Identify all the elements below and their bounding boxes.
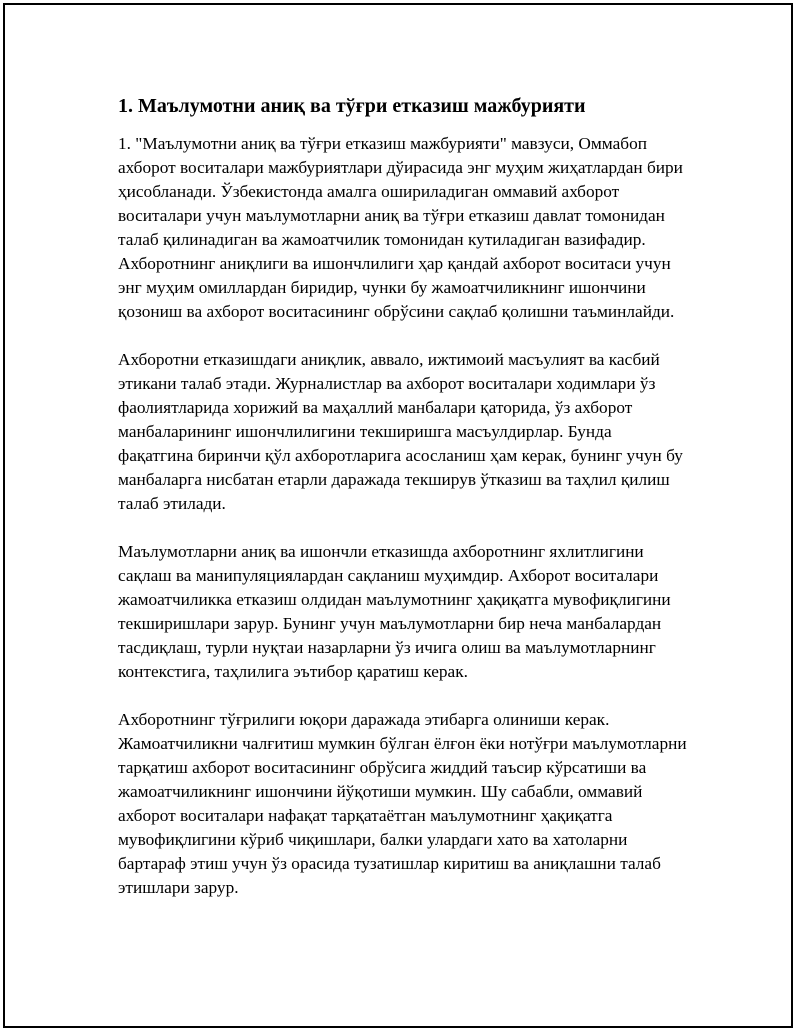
- paragraph-3: Маълумотларни аниқ ва ишончли етказишда ахборотнинг яхлитлигини сақлаш ва манипуляциялардан сақланиш муҳимдир. Ахборот воситалари жамоатчиликка етказиш олдидан маълумотнинг ҳақиқатга мувофиқлигини текширишлари зарур. Бунинг учун маълумотларни бир неча манбалардан тасдиқлаш, турли нуқтаи назарларни ўз ичига олиш ва маълумотларнинг контекстига, таҳлилига эътибор қаратиш керак.: [118, 542, 671, 681]
- paragraph-2: Ахборотни етказишдаги аниқлик, аввало, ижтимоий масъулият ва касбий этикани талаб этади. Журналистлар ва ахборот воситалари ходимлари ўз фаолиятларида хорижий ва маҳаллий манбалари қаторида, ўз ахборот манбаларининг ишончлилигини текширишга масъулдирлар. Бунда фақатгина биринчи қўл ахборотларига асосланиш ҳам керак, бунинг учун бу манбаларга нисбатан етарли даражада текширув ўтказиш ва таҳлил қилиш талаб этилади.: [118, 350, 683, 513]
- document-title: 1. Маълумотни аниқ ва тўғри етказиш мажбурияти: [118, 95, 586, 117]
- paragraph-4: Ахборотнинг тўғрилиги юқори даражада этибарга олиниши керак. Жамоатчиликни чалғитиш мумкин бўлган ёлғон ёки нотўғри маълумотларни тарқатиш ахборот воситасининг обрўсига жиддий таъсир кўрсатиши ва жамоатчиликнинг ишончини йўқотиши мумкин. Шу сабабли, оммавий ахборот воситалари нафақат тарқатаётган маълумотнинг ҳақиқатга мувофиқлигини кўриб чиқишлари, балки улардаги хато ва хатоларни бартараф этиш учун ўз орасида тузатишлар киритиш ва аниқлашни талаб этишлари зарур.: [118, 710, 687, 897]
- paragraph-1: 1. "Маълумотни аниқ ва тўғри етказиш мажбурияти" мавзуси, Оммабоп ахборот воситалари мажбуриятлари дўирасида энг муҳим жиҳатлардан бири ҳисобланади. Ўзбекистонда амалга ошириладиган оммавий ахборот воситалари учун маълумотларни аниқ ва тўғри етказиш давлат томонидан талаб қилинадиган ва жамоатчилик томонидан кутиладиган вазифадир. Ахборотнинг аниқлиги ва ишончлилиги ҳар қандай ахборот воситаси учун энг муҳим омиллардан биридир, чунки бу жамоатчиликнинг ишончини қозониш ва ахборот воситасининг обрўсини сақлаб қолишни таъминлайди.: [118, 134, 683, 321]
- document-body: [118, 92, 690, 924]
